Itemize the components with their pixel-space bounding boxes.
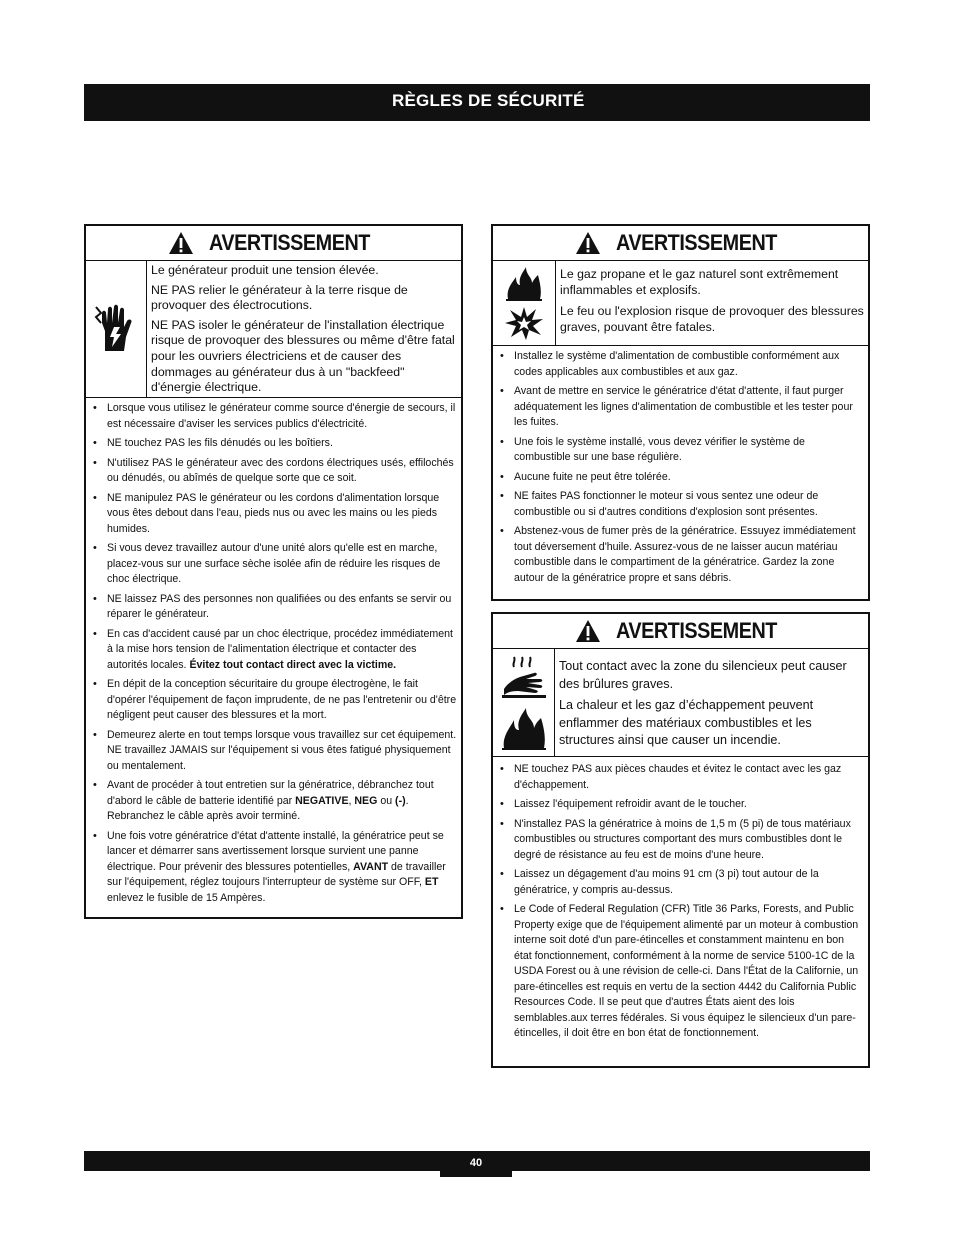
list-item: • Le Code of Federal Regulation (CFR) Title 36 Parks, Forests, and Public Property exige que de l'équipement alimenté par un moteur à combustion interne soit doté d'un pare-étincelles et constamment maintenu en bon état fonctionnement, conformément à la norme de service 5100-1C de la USDA Forest ou à une révision de celle-ci. Dans l'État de la Californie, un pare-étincelles est requis en vertu de la section 4442 du California Public Resources Code. Il se peut que d'autres États aient des lois semblables.aux terres fédérales. Si vous équipez le silencieux d'un pare-étincelles, il doit être en bon état de fonctionnement. bbox=[497, 902, 864, 1042]
list-item: • NE faites PAS fonctionner le moteur si vous sentez une odeur de combustible ou si d'autres conditions d'explosion sont présentes. bbox=[497, 489, 864, 520]
list-item: • Demeurez alerte en tout temps lorsque vous travaillez sur cet équipement. NE travaillez JAMAIS sur l'équipement si vous êtes fatigué physiquement ou mentalement. bbox=[90, 728, 457, 775]
item-bold-text: Évitez tout contact direct avec la victime. bbox=[189, 658, 397, 671]
item-bold-text: (-) bbox=[395, 794, 406, 807]
list-item: • NE manipulez PAS le générateur ou les cordons d'alimentation lorsque vous êtes debout dans l'eau, pieds nus ou avec les mains ou les pieds humides. bbox=[90, 491, 457, 538]
hazard-summary bbox=[493, 261, 868, 346]
fuel-warning-box bbox=[491, 224, 870, 601]
hazard-line: La chaleur et les gaz d’échappement peuvent enflammer des matériaux combustibles et les structures ainsi que causer un incendie. bbox=[559, 698, 814, 748]
list-item: • Lorsque vous utilisez le générateur comme source d'énergie de secours, il est nécessaire d'aviser les services publics d'électricité. bbox=[90, 401, 457, 432]
hot-surface-warning-box bbox=[491, 612, 870, 1068]
item-text: enlevez le fusible de 15 Ampères. bbox=[107, 891, 266, 904]
section-header-bar bbox=[84, 84, 870, 121]
warning-title: AVERTISSEMENT bbox=[615, 618, 777, 643]
warning-header bbox=[493, 226, 868, 261]
safety-instructions-list bbox=[493, 346, 868, 596]
safety-instructions-list bbox=[86, 398, 461, 916]
page-number-tab bbox=[440, 1151, 512, 1177]
hazard-line: NE PAS isoler le générateur de l'installation électrique risque de provoquer des blessures ou même d'être fatal pour les ouvriers électriciens et de causer des dommages au générateur dus à un "backfeed" d'énergie électrique. bbox=[151, 317, 455, 395]
hazard-icon-column bbox=[86, 261, 147, 397]
fire-flame-icon bbox=[504, 265, 544, 301]
list-item: • Si vous devez travaillez autour d'une unité alors qu'elle est en marche, placez-vous sur une surface sèche isolée afin de réduire les risques de choc électrique. bbox=[90, 541, 457, 588]
item-text: . Rebranchez le câble après avoir terminé. bbox=[107, 794, 409, 822]
explosion-icon bbox=[504, 305, 544, 341]
list-item: • NE laissez PAS des personnes non qualifiées ou des enfants se servir ou réparer le générateur. bbox=[90, 592, 457, 623]
hot-surface-hand-icon bbox=[500, 655, 548, 699]
hazard-line: Le gaz propane et le gaz naturel sont extrêmement inflammables et explosifs. bbox=[560, 267, 839, 297]
item-text: Avant de procéder à tout entretien sur la génératrice, débranchez tout d'abord le câble de batterie identifié par bbox=[107, 779, 434, 807]
list-item: • N'installez PAS la génératrice à moins de 1,5 m (5 pi) de tous matériaux combustibles ou structures comportant des murs combustibles dont le degré de résistance au feu est de moins d'une heure. bbox=[497, 817, 864, 864]
item-bold-text: ET bbox=[424, 876, 439, 888]
list-item bbox=[90, 627, 457, 674]
safety-instructions-list bbox=[493, 757, 868, 1052]
list-item bbox=[90, 778, 457, 825]
list-item: • NE touchez PAS les fils dénudés ou les boîtiers. bbox=[90, 436, 457, 452]
warning-triangle-icon bbox=[575, 619, 601, 643]
section-title: RÈGLES DE SÉCURITÉ bbox=[392, 91, 585, 110]
footer-bar bbox=[84, 1151, 870, 1171]
hazard-summary bbox=[86, 261, 461, 398]
hazard-text bbox=[555, 649, 868, 756]
hazard-summary bbox=[493, 649, 868, 757]
list-item: • Une fois le système installé, vous devez vérifier le système de combustible sur une base régulière. bbox=[497, 435, 864, 466]
item-text: de travailler sur l'équipement, réglez toujours l'interrupteur de système sur OFF, bbox=[107, 860, 446, 888]
hazard-text bbox=[556, 261, 868, 345]
list-item: • En dépit de la conception sécuritaire du groupe électrogène, le fait d'opérer l'équipement de façon imprudente, de ne pas l'entretenir ou d'être négligent peut causer des blessures et la mort. bbox=[90, 677, 457, 724]
electric-shock-hand-icon bbox=[93, 301, 139, 357]
hazard-line: Tout contact avec la zone du silencieux peut causer des brûlures graves. bbox=[559, 659, 847, 691]
warning-header bbox=[86, 226, 461, 261]
list-item: • Aucune fuite ne peut être tolérée. bbox=[497, 470, 864, 486]
item-bold-text: NEGATIVE bbox=[295, 794, 349, 807]
hazard-icon-column bbox=[493, 261, 556, 345]
list-item: • NE touchez PAS aux pièces chaudes et évitez le contact avec les gaz d'échappement. bbox=[497, 762, 864, 793]
warning-title: AVERTISSEMENT bbox=[208, 230, 370, 255]
warning-title: AVERTISSEMENT bbox=[615, 230, 777, 255]
list-item: • Abstenez-vous de fumer près de la génératrice. Essuyez immédiatement tout déversement d'huile. Assurez-vous de ne laisser aucun matériau combustible dans le compartiment de la génératrice. Gardez la zone autour de la génératrice propre et sans débris. bbox=[497, 524, 864, 586]
electric-shock-warning-box bbox=[84, 224, 463, 919]
list-item bbox=[90, 829, 457, 907]
hazard-icon-column bbox=[493, 649, 555, 756]
list-item: • N'utilisez PAS le générateur avec des cordons électriques usés, effilochés ou dénudés, ou abîmés de quelque sorte que ce soit. bbox=[90, 456, 457, 487]
warning-triangle-icon bbox=[168, 231, 194, 255]
item-text: Une fois votre génératrice d'état d'attente installé, la génératrice peut se lancer et démarrer sans avertissement lorsque survient une panne électrique. Pour prévenir des blessures potentielles, bbox=[107, 829, 444, 873]
warning-triangle-icon bbox=[575, 231, 601, 255]
hazard-text bbox=[147, 261, 461, 397]
warning-header bbox=[493, 614, 868, 649]
list-item: • Avant de mettre en service le génératrice d'état d'attente, il faut purger adéquatement les lignes d'alimentation de combustible et les tester pour les fuites. bbox=[497, 384, 864, 431]
item-text: , bbox=[348, 794, 355, 807]
list-item: • Laissez l'équipement refroidir avant de le toucher. bbox=[497, 797, 864, 813]
item-bold-text: NEG bbox=[354, 794, 378, 807]
item-text: En cas d'accident causé par un choc électrique, procédez immédiatement à la mise hors tension de l'alimentation électrique et contacter des autorités locales. bbox=[107, 627, 453, 671]
list-item: • Laissez un dégagement d'au moins 91 cm (3 pi) tout autour de la génératrice, y compris au-dessus. bbox=[497, 867, 864, 898]
page-number: 40 bbox=[469, 1157, 483, 1169]
list-item: • Installez le système d'alimentation de combustible conformément aux codes applicables aux combustibles et aux gaz. bbox=[497, 349, 864, 380]
hazard-line: NE PAS relier le générateur à la terre risque de provoquer des électrocutions. bbox=[151, 282, 408, 313]
item-bold-text: AVANT bbox=[353, 860, 389, 873]
fire-flame-icon bbox=[500, 706, 548, 750]
item-text: ou bbox=[377, 794, 396, 807]
hazard-line: Le générateur produit une tension élevée. bbox=[151, 263, 379, 277]
hazard-line: Le feu ou l'explosion risque de provoquer des blessures graves, pouvant être fatales. bbox=[560, 304, 864, 334]
